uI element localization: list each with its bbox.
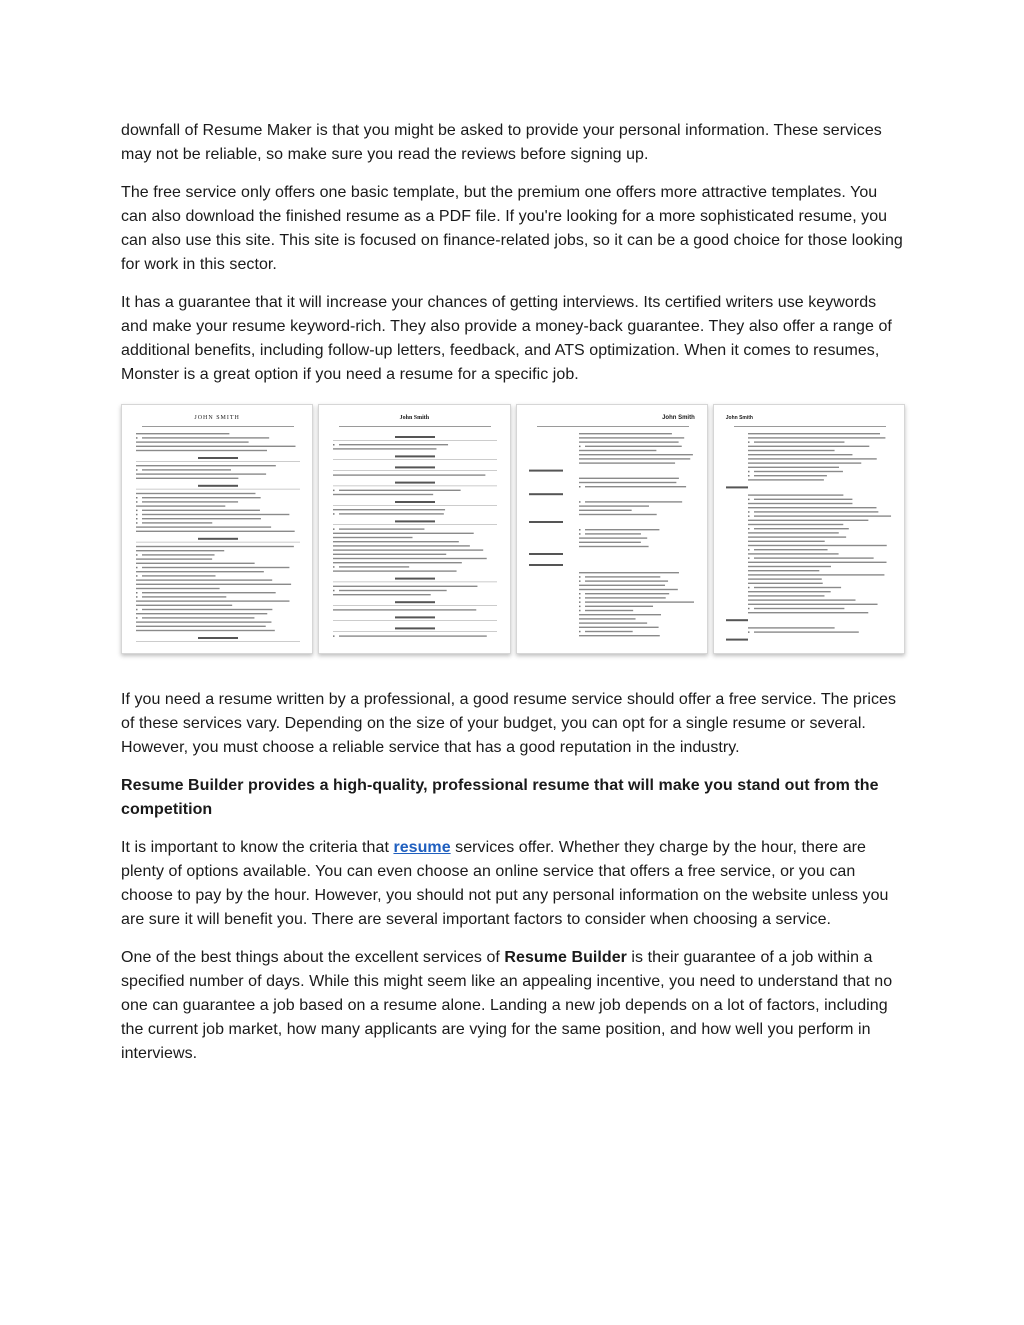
bullet-dot	[579, 597, 581, 599]
text-line	[136, 546, 294, 547]
text-line	[585, 606, 653, 607]
text-line	[748, 437, 885, 438]
text-line	[748, 566, 831, 567]
text-line	[579, 618, 636, 619]
text-line	[136, 584, 291, 585]
paragraph-professional-service: If you need a resume written by a professional, a good resume service should offer a free service. The prices of these services vary. Depending on the size of your budget, you can opt for a single resume or several. However, you must choose a reliable service that has a good reputation in the industry.	[121, 691, 897, 756]
bullet-dot	[579, 446, 581, 448]
bullet-dot	[579, 533, 581, 535]
bullet-dot	[748, 557, 750, 559]
text-line	[579, 458, 690, 459]
bullet-dot	[579, 576, 581, 578]
resume-thumbnail-1	[121, 404, 313, 654]
criteria-text-start: It is important to know the criteria that	[121, 839, 394, 856]
text-line	[136, 630, 275, 631]
section-label	[529, 521, 563, 523]
section-rule	[333, 524, 497, 525]
text-line	[333, 570, 457, 571]
text-line	[748, 627, 835, 628]
text-line	[333, 474, 485, 475]
text-line	[579, 437, 684, 438]
text-line	[754, 587, 841, 588]
text-line	[748, 562, 887, 563]
bullet-dot	[136, 469, 138, 471]
text-line	[333, 562, 462, 563]
text-line	[142, 437, 269, 438]
bullet-dot	[579, 593, 581, 595]
text-line	[339, 528, 424, 529]
text-line	[748, 583, 823, 584]
resume-thumbnail-4-art	[714, 405, 905, 654]
bullet-dot	[748, 528, 750, 530]
text-line	[748, 541, 825, 542]
text-line	[136, 558, 212, 559]
text-line	[136, 579, 272, 580]
bullet-dot	[333, 490, 335, 492]
text-line	[748, 479, 824, 480]
text-line	[333, 609, 476, 610]
text-line	[136, 550, 224, 551]
text-line	[748, 507, 876, 508]
bullet-dot	[136, 514, 138, 516]
text-line	[136, 621, 271, 622]
text-line	[754, 608, 844, 609]
text-line	[585, 597, 666, 598]
text-line	[585, 593, 669, 594]
text-line	[142, 514, 289, 515]
text-line	[136, 473, 266, 474]
resume-thumbnail-1-name: JOHN SMITH	[194, 415, 240, 421]
text-line	[136, 563, 255, 564]
text-line	[333, 558, 487, 559]
criteria-text-end: services offer. Whether they charge by the hour, there are plenty of options available. You can even choose an online service that offers a free service, or you can choose to pay by the hour. However, you should not put any personal information on the website unless you are sure it will benefit you. There are several important factors to consider when choosing a service.	[121, 839, 889, 928]
bullet-dot	[333, 444, 335, 446]
text-line	[579, 505, 649, 506]
resume-thumbnail-3-name: John Smith	[662, 415, 695, 421]
text-line	[136, 450, 267, 451]
text-line	[585, 601, 694, 602]
text-line	[333, 594, 431, 595]
text-line	[748, 578, 822, 579]
text-line	[333, 586, 477, 587]
text-line	[748, 553, 839, 554]
text-line	[136, 613, 267, 614]
text-line	[136, 446, 295, 447]
text-line	[333, 509, 445, 510]
text-line	[333, 554, 446, 555]
text-line	[136, 505, 225, 506]
bullet-dot	[136, 522, 138, 524]
paragraph-criteria	[121, 836, 905, 932]
text-line	[136, 493, 255, 494]
section-heading: Resume Builder provides a high-quality, professional resume that will make you stand out from the competition	[121, 777, 879, 818]
text-line	[339, 513, 444, 514]
text-line	[333, 537, 413, 538]
section-rule	[136, 641, 300, 642]
section-title	[198, 485, 238, 487]
section-rule	[136, 461, 300, 462]
bullet-dot	[748, 515, 750, 517]
text-line	[748, 454, 852, 455]
guarantee-text-end: is their guarantee of a job within a specified number of days. While this might seem like an appealing incentive, you need to understand that no one can guarantee a job based on a resume alone. Landing a new job depends on a lot of factors, including the current job market, how many applicants are vying for the same position, and how well you perform in interviews.	[121, 949, 893, 1062]
text-line	[579, 542, 641, 543]
bullet-dot	[748, 441, 750, 443]
text-line	[136, 531, 295, 532]
resume-thumbnail-4-name: John Smith	[725, 415, 753, 421]
text-line	[748, 574, 884, 575]
text-line	[333, 448, 436, 449]
bullet-dot	[136, 609, 138, 611]
resume-thumbnail-2	[318, 404, 510, 654]
section-label	[529, 493, 563, 495]
bullet-dot	[748, 471, 750, 473]
resume-thumbnail-3-art	[517, 405, 708, 654]
resume-thumbnail-1-art	[122, 405, 313, 654]
text-line	[748, 520, 868, 521]
bullet-dot	[748, 511, 750, 513]
text-line	[339, 590, 447, 591]
bullet-dot	[136, 510, 138, 512]
section-rule	[333, 470, 497, 471]
bullet-dot	[136, 554, 138, 556]
text-line	[136, 441, 249, 442]
text-line	[579, 514, 657, 515]
bullet-dot	[136, 437, 138, 439]
bullet-dot	[579, 580, 581, 582]
text-line	[748, 595, 824, 596]
text-line	[754, 475, 827, 476]
text-line	[339, 635, 487, 636]
bullet-dot	[748, 475, 750, 477]
text-line	[585, 576, 660, 577]
text-line	[142, 518, 261, 519]
section-title	[395, 601, 435, 603]
text-line	[136, 526, 271, 527]
text-line	[333, 541, 459, 542]
text-line	[142, 609, 272, 610]
text-line	[748, 599, 856, 600]
bullet-dot	[748, 587, 750, 589]
text-line	[748, 532, 839, 533]
text-line	[142, 617, 254, 618]
paragraph-resume-maker: downfall of Resume Maker is that you might be asked to provide your personal information. These services may not be reliable, so make sure you read the reviews before signing up.	[121, 122, 882, 163]
text-line	[136, 605, 232, 606]
text-line	[748, 604, 878, 605]
section-title	[395, 455, 435, 457]
text-line	[748, 503, 852, 504]
text-line	[748, 450, 835, 451]
bullet-dot	[748, 608, 750, 610]
text-line	[748, 612, 868, 613]
header-rule	[537, 426, 689, 427]
section-rule	[333, 505, 497, 506]
text-line	[748, 570, 819, 571]
text-line	[585, 529, 659, 530]
text-line	[748, 433, 880, 434]
text-line	[585, 631, 633, 632]
bullet-dot	[136, 518, 138, 520]
bullet-dot	[136, 575, 138, 577]
section-title	[395, 520, 435, 522]
bullet-dot	[579, 529, 581, 531]
bullet-dot	[333, 635, 335, 637]
section-label	[726, 639, 748, 641]
text-line	[339, 490, 461, 491]
text-line	[339, 566, 409, 567]
section-rule	[333, 440, 497, 441]
text-line	[142, 567, 289, 568]
document-page	[121, 119, 905, 1080]
text-line	[579, 433, 672, 434]
text-line	[142, 501, 238, 502]
section-title	[395, 627, 435, 629]
text-line	[579, 622, 647, 623]
bullet-dot	[579, 601, 581, 603]
text-line	[339, 444, 448, 445]
header-rule	[339, 426, 491, 427]
text-line	[579, 510, 632, 511]
section-title	[198, 457, 238, 459]
text-line	[136, 626, 266, 627]
section-title	[395, 482, 435, 484]
text-line	[754, 549, 828, 550]
bullet-dot	[333, 513, 335, 515]
text-line	[579, 614, 661, 615]
text-line	[142, 554, 215, 555]
section-rule	[333, 582, 497, 583]
section-rule	[333, 486, 497, 487]
bullet-dot	[136, 592, 138, 594]
resume-thumbnail-2-name: John Smith	[399, 415, 430, 421]
section-title	[395, 578, 435, 580]
text-line	[333, 494, 433, 495]
text-line	[748, 545, 887, 546]
bullet-dot	[579, 486, 581, 488]
text-line	[754, 557, 874, 558]
text-line	[579, 462, 675, 463]
text-line	[579, 482, 676, 483]
section-rule	[333, 605, 497, 606]
bullet-dot	[748, 549, 750, 551]
text-line	[748, 524, 843, 525]
text-line	[579, 478, 679, 479]
section-rule	[333, 620, 497, 621]
text-line	[136, 465, 276, 466]
text-line	[754, 499, 852, 500]
text-line	[748, 446, 869, 447]
section-title	[198, 538, 238, 540]
resume-thumbnail-3	[516, 404, 708, 654]
bullet-dot	[579, 501, 581, 503]
section-title	[395, 466, 435, 468]
section-label	[529, 470, 563, 472]
text-line	[142, 469, 231, 470]
paragraph-free-service: The free service only offers one basic template, but the premium one offers more attractive templates. You can also download the finished resume as a PDF file. If you're looking for a more sophisticated resume, you can also use this site. This site is focused on finance-related jobs, so it can be a good choice for those looking for work in this sector.	[121, 184, 903, 273]
text-line	[333, 533, 474, 534]
guarantee-text-start: One of the best things about the excellent services of	[121, 949, 505, 966]
section-label	[726, 619, 748, 621]
section-rule	[333, 459, 497, 460]
header-rule	[734, 426, 886, 427]
text-line	[748, 467, 839, 468]
text-line	[579, 454, 693, 455]
text-line	[142, 497, 261, 498]
section-label	[529, 553, 563, 555]
bullet-dot	[748, 499, 750, 501]
section-label	[529, 564, 563, 566]
text-line	[754, 471, 843, 472]
bullet-dot	[579, 631, 581, 633]
text-line	[585, 533, 641, 534]
text-line	[585, 446, 682, 447]
bullet-dot	[748, 631, 750, 633]
text-line	[585, 486, 686, 487]
bullet-dot	[579, 610, 581, 612]
text-line	[136, 433, 229, 434]
text-line	[333, 545, 470, 546]
section-title	[198, 637, 238, 639]
section-title	[395, 501, 435, 503]
text-line	[579, 450, 656, 451]
resume-thumbnail-4	[713, 404, 905, 654]
text-line	[754, 528, 849, 529]
text-line	[136, 600, 289, 601]
text-line	[579, 546, 649, 547]
section-label	[726, 486, 748, 488]
section-rule	[333, 631, 497, 632]
section-rule	[136, 489, 300, 490]
text-line	[142, 575, 216, 576]
bullet-dot	[136, 617, 138, 619]
bullet-dot	[333, 590, 335, 592]
text-line	[142, 510, 260, 511]
text-line	[748, 462, 861, 463]
resume-thumbnail-2-art	[319, 405, 510, 654]
text-line	[585, 610, 633, 611]
text-line	[579, 585, 665, 586]
text-line	[748, 536, 846, 537]
text-line	[142, 522, 212, 523]
text-line	[579, 635, 660, 636]
header-rule	[142, 426, 294, 427]
text-line	[579, 572, 679, 573]
text-line	[579, 589, 678, 590]
paragraph-job-guarantee	[121, 946, 905, 1066]
text-line	[136, 478, 238, 479]
text-line	[142, 592, 276, 593]
text-line	[142, 596, 226, 597]
text-line	[579, 627, 659, 628]
text-line	[579, 537, 647, 538]
bullet-dot	[136, 501, 138, 503]
bullet-dot	[333, 528, 335, 530]
resume-template-gallery	[121, 404, 905, 654]
resume-link[interactable]: resume	[393, 839, 451, 856]
paragraph-guarantee: It has a guarantee that it will increase your chances of getting interviews. Its certified writers use keywords and make your resume keyword-rich. They also provide a money-back guarantee. They also offer a range of additional benefits, including follow-up letters, feedback, and ATS optimization. When it comes to resumes, Monster is a great option if you need a resume for a specific job.	[121, 294, 892, 383]
section-rule	[136, 542, 300, 543]
text-line	[136, 588, 220, 589]
text-line	[748, 458, 877, 459]
text-line	[585, 501, 682, 502]
text-line	[333, 549, 483, 550]
bullet-dot	[579, 606, 581, 608]
text-line	[748, 494, 843, 495]
bullet-dot	[333, 566, 335, 568]
bullet-dot	[136, 497, 138, 499]
section-title	[395, 436, 435, 438]
text-line	[754, 631, 859, 632]
text-line	[136, 571, 264, 572]
text-line	[754, 511, 878, 512]
text-line	[748, 591, 831, 592]
bullet-dot	[136, 567, 138, 569]
text-line	[754, 441, 844, 442]
resume-builder-bold: Resume Builder	[504, 949, 627, 966]
section-title	[395, 616, 435, 618]
bullet-dot	[136, 596, 138, 598]
text-line	[585, 580, 668, 581]
text-line	[754, 515, 891, 516]
text-line	[579, 441, 679, 442]
